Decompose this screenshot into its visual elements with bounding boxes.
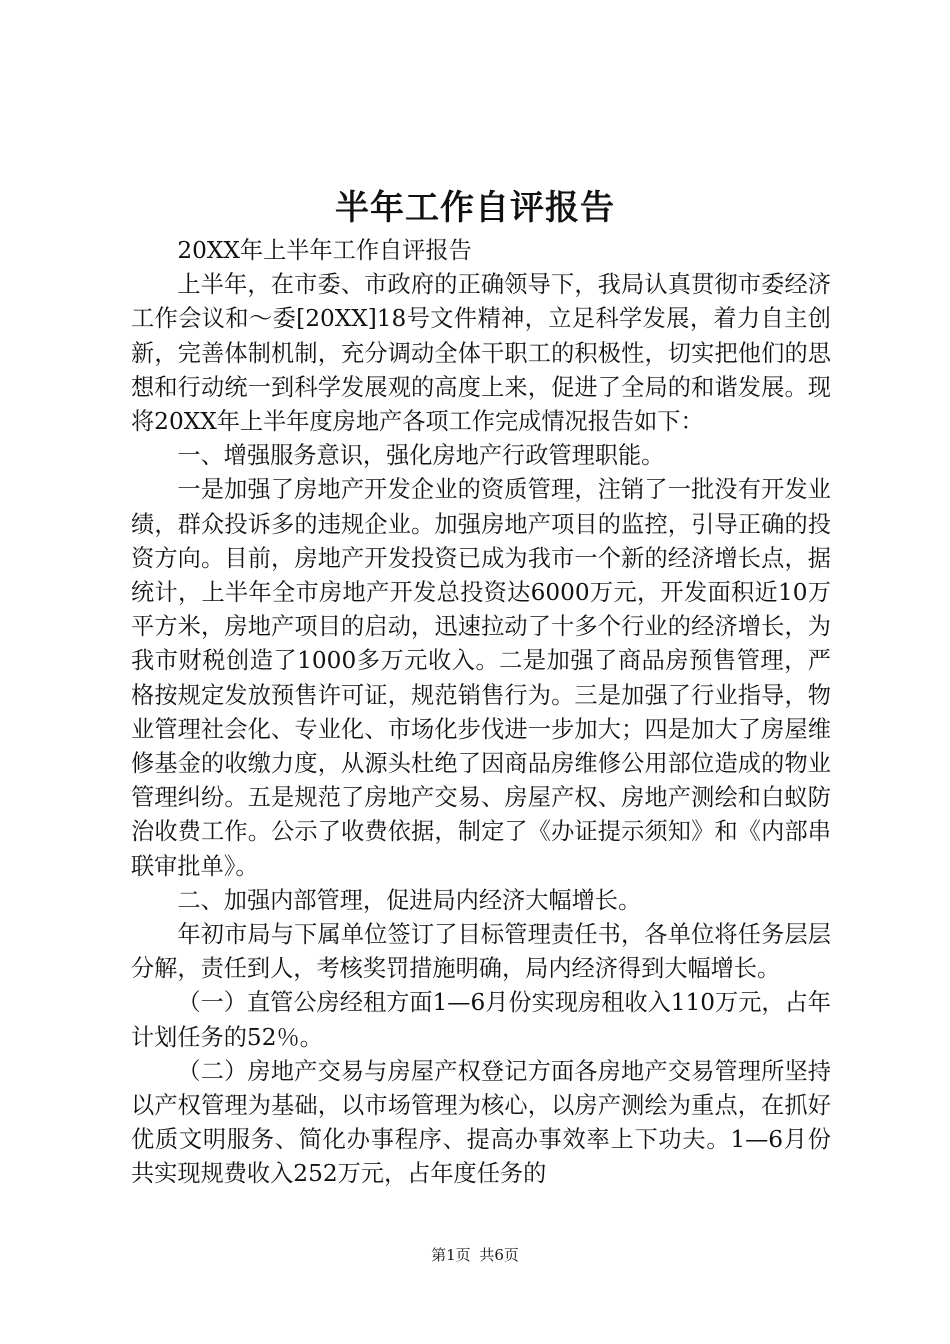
section-heading-1: 一、增强服务意识，强化房地产行政管理职能。 [177,442,665,470]
page-number: 第1页 [431,1246,471,1264]
section-2-paragraph: 年初市局与下属单位签订了目标管理责任书，各单位将任务层层分解，责任到人，考核奖罚措施明确，局内经济得到大幅增长。 [131,921,831,983]
subtitle-paragraph: 20XX年上半年工作自评报告 [177,237,472,264]
page-total: 共6页 [479,1246,519,1264]
item-2-paragraph: （二）房地产交易与房屋产权登记方面各房地产交易管理所坚持以产权管理为基础，以市场管理为核心，以房产测绘为重点，在抓好优质文明服务、简化办事程序、提高办事效率上下功夫。1—6月份共实现规费收入252万元，占年度任务的 [131,1057,831,1188]
page-footer [0,1244,950,1266]
document-title: 半年工作自评报告 [335,188,615,228]
document-body [131,234,831,1192]
intro-paragraph: 上半年，在市委、市政府的正确领导下，我局认真贯彻市委经济工作会议和～委[20XX]18号文件精神，立足科学发展，着力自主创新，完善体制机制，充分调动全体干职工的积极性，切实把他们的思想和行动统一到科学发展观的高度上来，促进了全局的和谐发展。现将20XX年上半年度房地产各项工作完成情况报告如下： [131,271,831,436]
item-1-paragraph: （一）直管公房经租方面1—6月份实现房租收入110万元，占年计划任务的52％。 [131,989,831,1051]
section-1-paragraph: 一是加强了房地产开发企业的资质管理，注销了一批没有开发业绩，群众投诉多的违规企业。加强房地产项目的监控，引导正确的投资方向。目前，房地产开发投资已成为我市一个新的经济增长点，据统计，上半年全市房地产开发总投资达6000万元，开发面积近10万平方米，房地产项目的启动，迅速拉动了十多个行业的经济增长，为我市财税创造了1000多万元收入。二是加强了商品房预售管理，严格按规定发放预售许可证，规范销售行为。三是加强了行业指导，物业管理社会化、专业化、市场化步伐进一步加大；四是加大了房屋维修基金的收缴力度，从源头杜绝了因商品房维修公用部位造成的物业管理纠纷。五是规范了房地产交易、房屋产权、房地产测绘和白蚁防治收费工作。公示了收费依据，制定了《办证提示须知》和《内部串联审批单》。 [131,476,831,880]
section-heading-2: 二、加强内部管理，促进局内经济大幅增长。 [177,886,642,914]
